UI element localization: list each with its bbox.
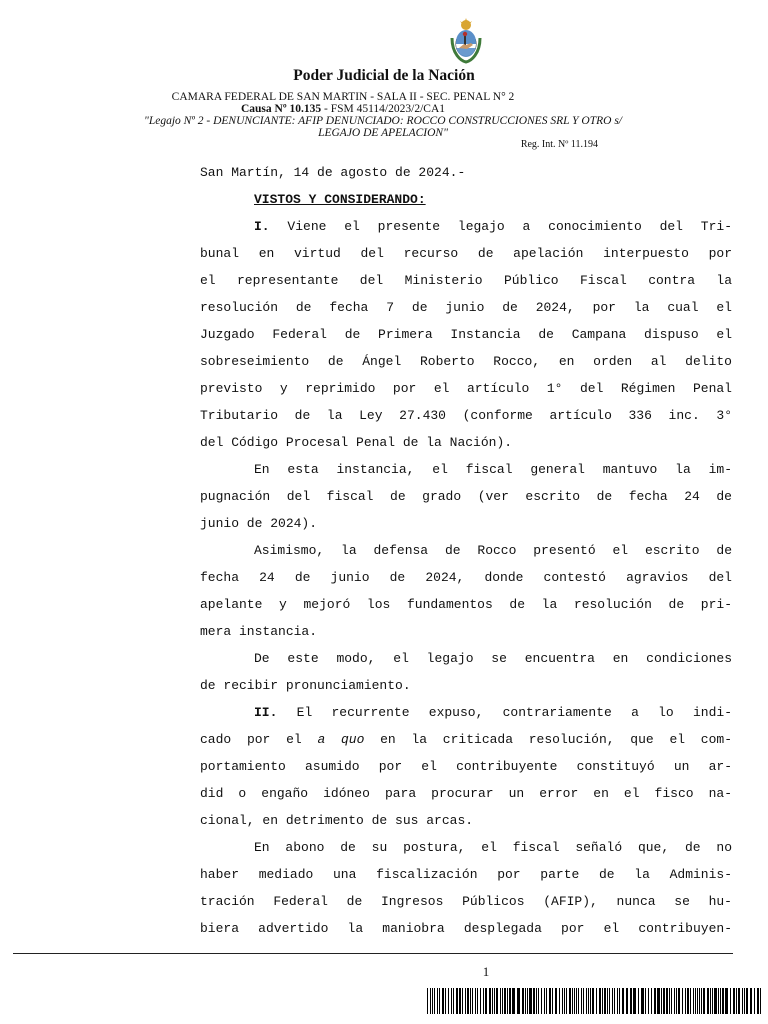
- paragraph-1-line-2: bunal en virtud del recurso de apelación interpuesto por: [200, 246, 732, 261]
- document-barcode: [427, 988, 761, 1014]
- paragraph-1-line-8: Tributario de la Ley 27.430 (conforme artículo 336 inc. 3°: [200, 408, 732, 423]
- a-quo-term: a quo: [317, 732, 365, 747]
- legajo-caption: [83, 115, 683, 139]
- paragraph-2-line-1: En esta instancia, el fiscal general mantuvo la im-: [254, 462, 732, 477]
- page-number: 1: [482, 964, 490, 979]
- paragraph-4-line-2: de recibir pronunciamiento.: [200, 678, 411, 693]
- vistos-heading: [200, 186, 732, 213]
- paragraph-1-line-5: Juzgado Federal de Primera Instancia de Campana dispuso el: [200, 327, 732, 342]
- paragraph-5-line-5: cional, en detrimento de sus arcas.: [200, 813, 474, 828]
- section-mark-I: I.: [254, 219, 270, 234]
- institution-title: Poder Judicial de la Nación: [293, 67, 475, 84]
- paragraph-3-line-4: mera instancia.: [200, 624, 318, 639]
- paragraph-3-line-1: Asimismo, la defensa de Rocco presentó el escrito de: [254, 543, 732, 558]
- cause-number: Causa Nº 10.135: [240, 103, 322, 115]
- paragraph-5-line-2-b: en la criticada resolución, que el com-: [364, 732, 732, 747]
- legajo-line-1: "Legajo Nº 2 - DENUNCIANTE: AFIP DENUNCIADO: ROCCO CONSTRUCCIONES SRL Y OTRO s/: [143, 115, 622, 127]
- paragraph-4-line-1: De este modo, el legajo se encuentra en condiciones: [254, 651, 732, 666]
- paragraph-1-line-1: [200, 213, 732, 240]
- cause-file: - FSM 45114/2023/2/CA1: [321, 103, 445, 115]
- paragraph-5-line-1: [200, 699, 732, 726]
- paragraph-1-line-7: previsto y reprimido por el artículo 1° del Régimen Penal: [200, 381, 732, 396]
- resolution-body: [200, 159, 732, 942]
- footer-rule: [13, 953, 733, 954]
- paragraph-6-line-3: tración Federal de Ingresos Públicos (AFIP), nunca se hu-: [200, 894, 732, 909]
- registration-number: Reg. Int. Nº 11.194: [520, 139, 598, 150]
- paragraph-1-line-4: resolución de fecha 7 de junio de 2024, por la cual el: [200, 300, 732, 315]
- paragraph-2-line-3: junio de 2024).: [200, 516, 318, 531]
- date-line: San Martín, 14 de agosto de 2024.-: [200, 165, 466, 180]
- chamber-line: CAMARA FEDERAL DE SAN MARTIN - SALA II - SEC. PENAL N° 2: [171, 91, 515, 103]
- paragraph-1-line-9: del Código Procesal Penal de la Nación).: [200, 435, 513, 450]
- paragraph-5-line-2-a: cado por el: [200, 732, 318, 747]
- paragraph-6-line-4: biera advertido la maniobra desplegada por el contribuyen-: [200, 921, 732, 936]
- paragraph-6-line-2: haber mediado una fiscalización por parte de la Adminis-: [200, 867, 732, 882]
- paragraph-5-line-2: [200, 726, 732, 753]
- paragraph-2-line-2: pugnación del fiscal de grado (ver escrito de fecha 24 de: [200, 489, 732, 504]
- paragraph-1-line-6: sobreseimiento de Ángel Roberto Rocco, en orden al delito: [200, 354, 732, 369]
- legajo-line-2: LEGAJO DE APELACION": [318, 127, 448, 139]
- paragraph-5-line-4: did o engaño idóneo para procurar un error en el fisco na-: [200, 786, 732, 801]
- cause-line: [83, 103, 603, 115]
- section-mark-II: II.: [254, 705, 278, 720]
- paragraph-5-line-1-text: El recurrente expuso, contrariamente a lo indi-: [277, 705, 732, 720]
- paragraph-1-line-3: el representante del Ministerio Público Fiscal contra la: [200, 273, 732, 288]
- vistos-label: VISTOS Y CONSIDERANDO:: [254, 192, 426, 207]
- paragraph-3-line-2: fecha 24 de junio de 2024, donde contestó agravios del: [200, 570, 732, 585]
- paragraph-5-line-3: portamiento asumido por el contribuyente constituyó un ar-: [200, 759, 732, 774]
- paragraph-6-line-1: En abono de su postura, el fiscal señaló que, de no: [254, 840, 732, 855]
- argentina-coat-of-arms-icon: [443, 18, 489, 64]
- paragraph-3-line-3: apelante y mejoró los fundamentos de la resolución de pri-: [200, 597, 732, 612]
- paragraph-1-line-1-text: Viene el presente legajo a conocimiento del Tri-: [269, 219, 732, 234]
